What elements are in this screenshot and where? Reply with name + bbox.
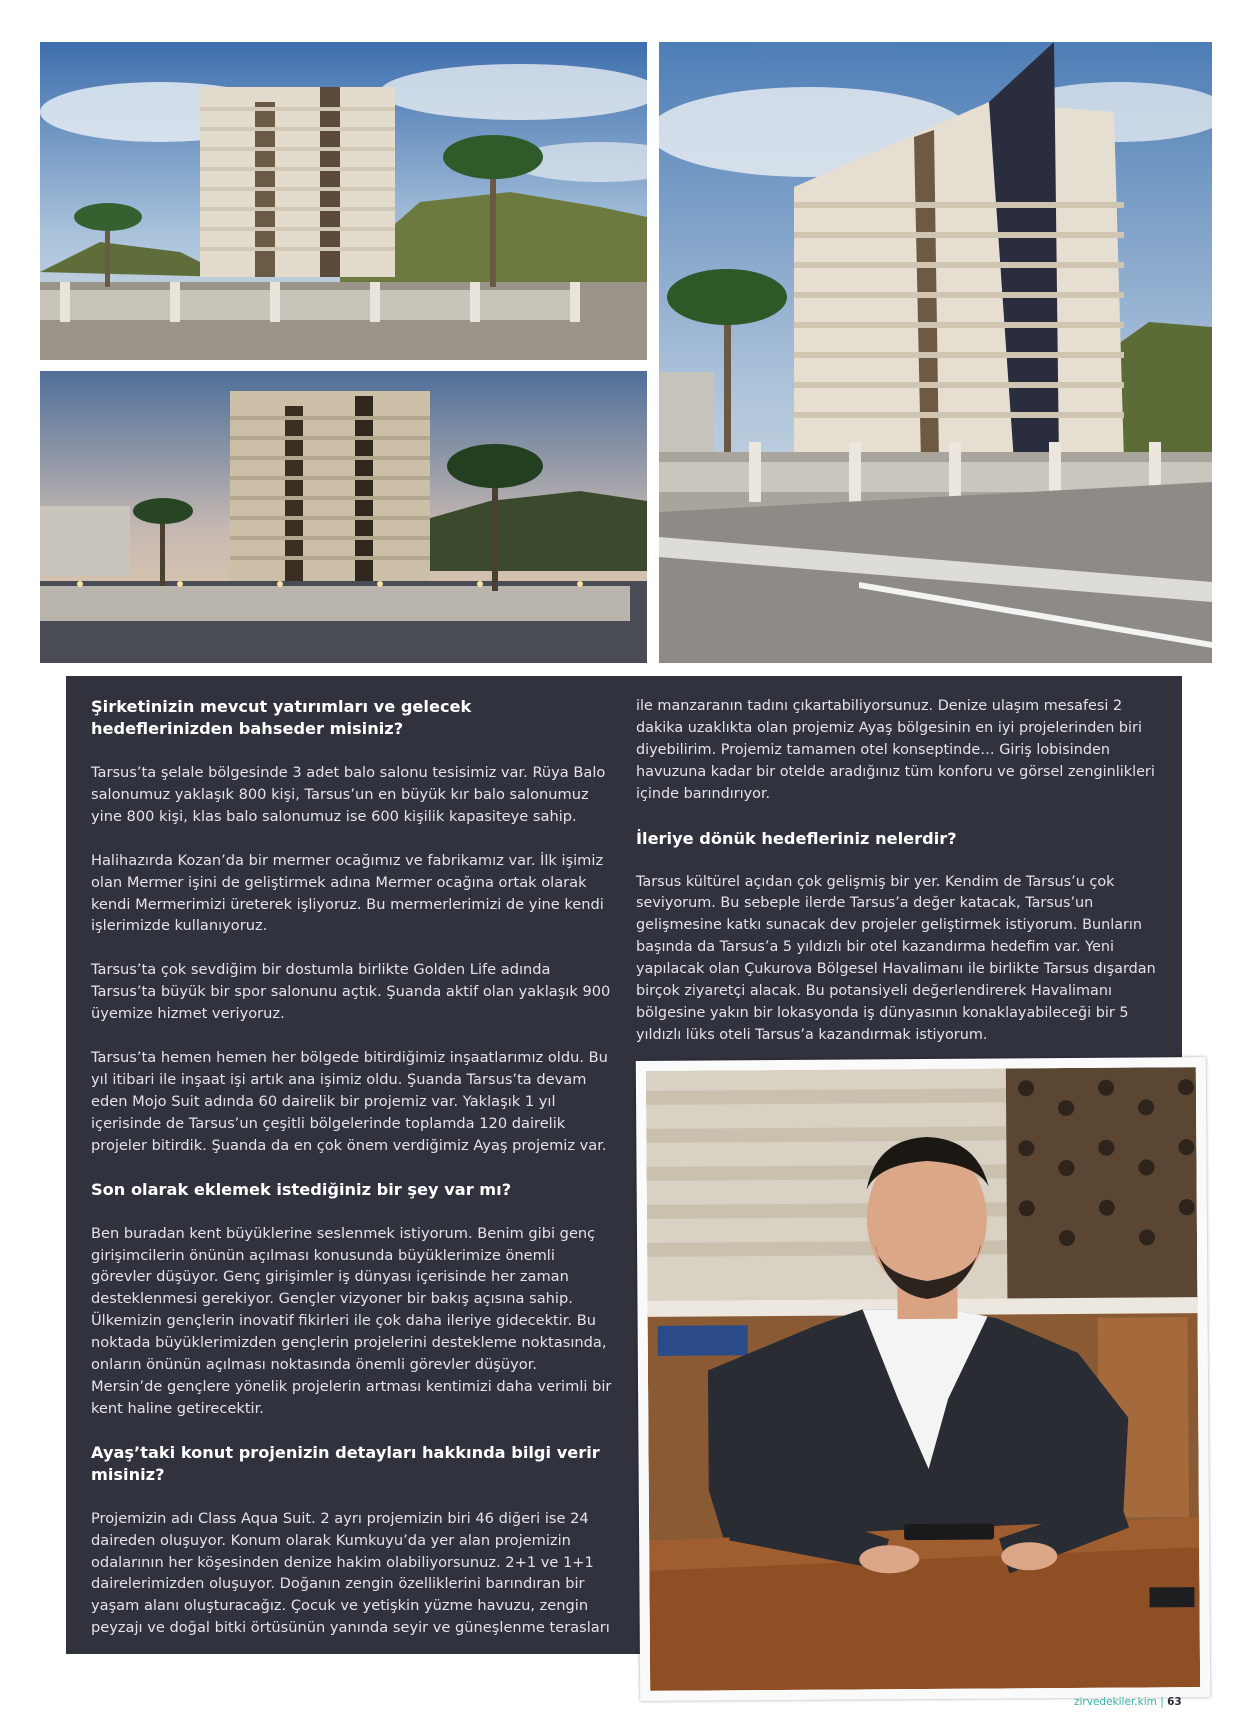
question-heading: Şirketinizin mevcut yatırımları ve gelecek hedeflerinizden bahseder misiniz? [91, 697, 472, 738]
question-heading: Ayaş’taki konut projenizin detayları hakkında bilgi verir misiniz? [91, 1442, 600, 1484]
article-right-column [636, 696, 1158, 1069]
building-photo-day [40, 42, 647, 360]
question-heading: İleriye dönük hedefleriniz nelerdir? [636, 828, 957, 848]
footer-separator: | [1160, 1696, 1164, 1708]
building-photo-dusk [40, 371, 647, 663]
answer-paragraph: Tarsus’ta çok sevdiğim bir dostumla birlikte Golden Life adında Tarsus’ta büyük bir spor salonunu açtık. Şuanda aktif olan yaklaşık 900 üyemize hizmet veriyoruz. [91, 961, 611, 1023]
portrait-photo [646, 1067, 1200, 1691]
answer-paragraph: Tarsus kültürel açıdan çok gelişmiş bir yer. Kendim de Tarsus’u çok seviyorum. Bu sebeple ilerde Tarsus’a değer katacak, Tarsus’un gelişmesine katkı sunacak dev projeler geliştirmek istiyorum. Bunların başında da Tarsus’a 5 yıldızlı bir otel kazandırma hedefim var. Yeni yapılacak olan Çukurova Bölgesel Havalimanı ile birlikte Tarsus dışardan birçok ziyaretçi alacak. Bu potansiyeli değerlendirerek Havalimanı bölgesine yakın bir lokasyonda iş dünyasının konaklayabileceği bir 5 yıldızlı lüks oteli Tarsus’a kazandırmak istiyorum. [636, 873, 1156, 1043]
page-footer [1074, 1696, 1214, 1708]
answer-paragraph: Tarsus’ta şelale bölgesinde 3 adet balo salonu tesisimiz var. Rüya Balo salonumuz yaklaşık 800 kişi, Tarsus’un en büyük kır balo salonumuz yine 800 kişi, klas balo salonumuz ise 600 kişilik kapasiteye sahip. [91, 764, 606, 825]
answer-paragraph: Halihazırda Kozan’da bir mermer ocağımız ve fabrikamız var. İlk işimiz olan Mermer işini de geliştirmek adına Mermer ocağına ortak olarak kendi Mermerimizi üreterek işliyoruz. Bu mermerlerimizi de yine kendi işlerimizde kullanıyoruz. [91, 851, 604, 935]
page-number: 63 [1167, 1696, 1182, 1708]
building-photo-street [659, 42, 1212, 663]
answer-paragraph: Ben buradan kent büyüklerine seslenmek istiyorum. Benim gibi genç girişimcilerin önünün açılması konusunda büyüklerimize önemli görevler düşüyor. Genç girişimler iş dünyası içerisinde her zaman desteklenmesi gerekiyor. Gençler vizyoner bir bakış açısına sahip. Ülkemizin gençlerin inovatif fikirleri ile çok daha ileriye gidecektir. Bu noktada büyüklerimizden gençlerin projelerini destekleme noktasında, onların önünün açılması noktasında önemli görevler düşüyor. Mersin’de gençlere yönelik projelerin artması kentimizi daha verimli bir kent haline getirecektir. [91, 1224, 612, 1417]
question-heading: Son olarak eklemek istediğiniz bir şey var mı? [91, 1179, 512, 1199]
answer-paragraph: Tarsus’ta hemen hemen her bölgede bitirdiğimiz inşaatlarımız oldu. Bu yıl itibari ile inşaat işi artık ana işimiz oldu. Şuanda Tarsus’ta devam eden Mojo Suit adında 60 dairelik bir projemiz var. Yaklaşık 1 yıl içerisinde de Tarsus’un çeşitli bölgelerinde toplamda 120 dairelik projeler bitirdik. Şuanda da en çok önem verdiğimiz Ayaş projemiz var. [91, 1049, 608, 1154]
article-left-column [91, 696, 613, 1661]
portrait-frame [636, 1057, 1210, 1701]
answer-paragraph: Projemizin adı Class Aqua Suit. 2 ayrı projemizin biri 46 diğeri ise 24 daireden oluşuyor. Konum olarak Kumkuyu’da yer alan projemizin odalarının her köşesinden denize hakim olabiliyorsunuz. 2+1 ve 1+1 dairelerimizden oluşuyor. Doğanın zengin özelliklerini barındıran bir yaşam alanı oluşturacağız. Çocuk ve yetişkin yüzme havuzu, zengin peyzajı ve doğal bitki örtüsünün yanında seyir ve güneşlenme terasları [91, 1509, 610, 1637]
footer-site: zirvedekiler.kim [1074, 1696, 1157, 1708]
answer-paragraph: ile manzaranın tadını çıkartabiliyorsunuz. Denize ulaşım mesafesi 2 dakika uzaklıkta olan projemiz Ayaş bölgesinin en iyi projelerinden biri diyebilirim. Projemiz tamamen otel konseptinde… Giriş lobisinden havuzuna kadar bir otelde aradığınız tüm konforu ve görsel zenginlikleri içinde barındırıyor. [636, 698, 1155, 802]
